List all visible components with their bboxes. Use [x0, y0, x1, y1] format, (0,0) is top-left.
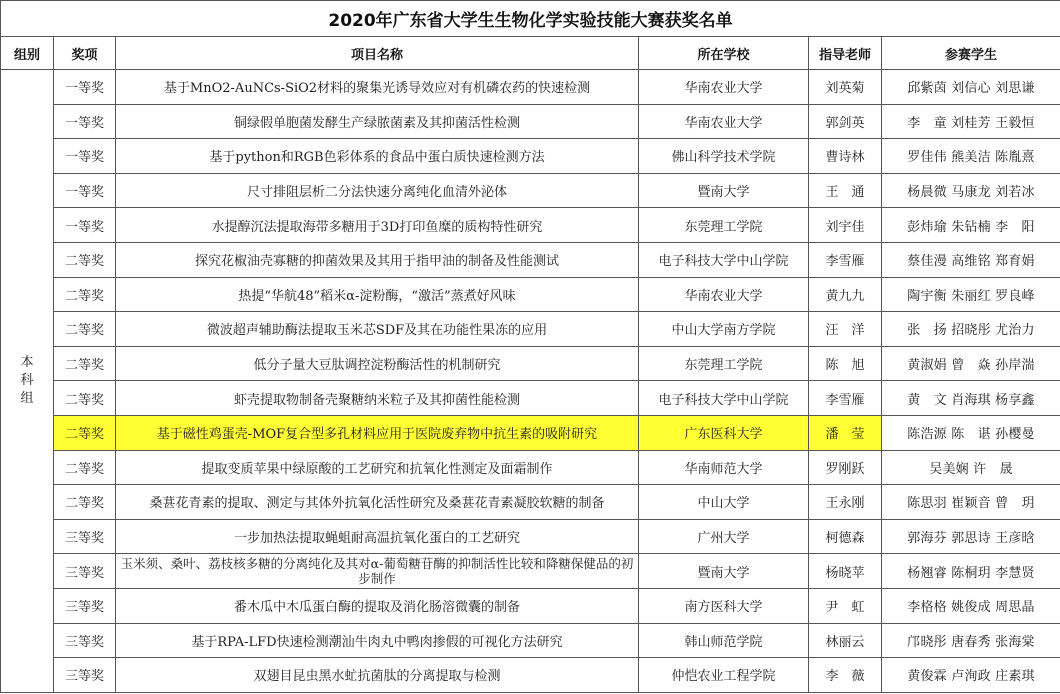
table-row	[1, 173, 1060, 208]
header-group: 组别	[1, 37, 54, 70]
teacher-cell: 刘英菊	[809, 70, 882, 105]
project-cell: 桑葚花青素的提取、测定与其体外抗氧化活性研究及桑葚花青素凝胶软糖的制备	[116, 485, 639, 520]
students-cell: 李 童 刘桂芳 王毅恒	[882, 104, 1060, 139]
project-cell: 探究花椒油壳寡糖的抑菌效果及其用于指甲油的制备及性能测试	[116, 242, 639, 277]
table-row	[1, 519, 1060, 554]
project-cell: 双翅目昆虫黑水虻抗菌肽的分离提取与检测	[116, 658, 639, 693]
students-cell: 陶宇衡 朱丽红 罗良峰	[882, 277, 1060, 312]
students-cell: 邱紫茵 刘信心 刘思谦	[882, 70, 1060, 105]
award-cell: 一等奖	[54, 208, 116, 243]
award-cell: 一等奖	[54, 70, 116, 105]
school-cell: 华南农业大学	[639, 104, 809, 139]
header-project: 项目名称	[116, 37, 639, 70]
project-cell: 番木瓜中木瓜蛋白酶的提取及消化肠溶微囊的制备	[116, 588, 639, 623]
award-cell: 二等奖	[54, 381, 116, 416]
project-cell: 玉米须、桑叶、荔枝核多糖的分离纯化及其对α-葡萄糖苷酶的抑制活性比较和降糖保健品的初步制作	[116, 554, 639, 589]
award-cell: 二等奖	[54, 415, 116, 450]
school-cell: 广东医科大学	[639, 415, 809, 450]
teacher-cell: 郭剑英	[809, 104, 882, 139]
header-teacher: 指导老师	[809, 37, 882, 70]
table-title: 2020年广东省大学生生物化学实验技能大赛获奖名单	[1, 1, 1060, 37]
table-row	[1, 485, 1060, 520]
award-cell: 二等奖	[54, 312, 116, 347]
teacher-cell: 曹诗林	[809, 139, 882, 174]
table-row	[1, 623, 1060, 658]
school-cell: 仲恺农业工程学院	[639, 658, 809, 693]
teacher-cell: 王 通	[809, 173, 882, 208]
teacher-cell: 陈 旭	[809, 346, 882, 381]
project-cell: 基于磁性鸡蛋壳-MOF复合型多孔材料应用于医院废弃物中抗生素的吸附研究	[116, 415, 639, 450]
students-cell: 吴美娴 许 晟	[882, 450, 1060, 485]
students-cell: 郭海芬 郭思诗 王彦晗	[882, 519, 1060, 554]
table-row	[1, 346, 1060, 381]
award-cell: 二等奖	[54, 346, 116, 381]
school-cell: 韩山师范学院	[639, 623, 809, 658]
award-cell: 三等奖	[54, 623, 116, 658]
award-cell: 一等奖	[54, 104, 116, 139]
award-cell: 一等奖	[54, 139, 116, 174]
teacher-cell: 李雪雁	[809, 381, 882, 416]
teacher-cell: 尹 虹	[809, 588, 882, 623]
students-cell: 黄淑娟 曾 焱 孙岸湍	[882, 346, 1060, 381]
school-cell: 中山大学	[639, 485, 809, 520]
project-cell: 提取变质苹果中绿原酸的工艺研究和抗氧化性测定及面霜制作	[116, 450, 639, 485]
students-cell: 杨翘睿 陈桐玥 李慧贤	[882, 554, 1060, 589]
students-cell: 黄俊霖 卢洵政 庄素琪	[882, 658, 1060, 693]
school-cell: 佛山科学技术学院	[639, 139, 809, 174]
header-students: 参赛学生	[882, 37, 1060, 70]
teacher-cell: 王永刚	[809, 485, 882, 520]
table-row	[1, 70, 1060, 105]
school-cell: 东莞理工学院	[639, 208, 809, 243]
project-cell: 热提“华航48”稻米α-淀粉酶，“激活”蒸煮好风味	[116, 277, 639, 312]
teacher-cell: 李 薇	[809, 658, 882, 693]
table-row	[1, 381, 1060, 416]
award-cell: 三等奖	[54, 588, 116, 623]
award-cell: 一等奖	[54, 173, 116, 208]
project-cell: 基于RPA-LFD快速检测潮汕牛肉丸中鸭肉掺假的可视化方法研究	[116, 623, 639, 658]
table-body	[1, 70, 1060, 693]
teacher-cell: 李雪雁	[809, 242, 882, 277]
students-cell: 邝晓彤 唐春秀 张海棠	[882, 623, 1060, 658]
table-row	[1, 208, 1060, 243]
project-cell: 水提醇沉法提取海带多糖用于3D打印鱼糜的质构特性研究	[116, 208, 639, 243]
project-cell: 微波超声辅助酶法提取玉米芯SDF及其在功能性果冻的应用	[116, 312, 639, 347]
school-cell: 东莞理工学院	[639, 346, 809, 381]
school-cell: 暨南大学	[639, 554, 809, 589]
school-cell: 中山大学南方学院	[639, 312, 809, 347]
students-cell: 杨晨微 马康龙 刘若冰	[882, 173, 1060, 208]
teacher-cell: 刘宇佳	[809, 208, 882, 243]
school-cell: 南方医科大学	[639, 588, 809, 623]
table-row	[1, 554, 1060, 589]
award-cell: 二等奖	[54, 242, 116, 277]
table-row	[1, 312, 1060, 347]
project-cell: 虾壳提取物制备壳聚糖纳米粒子及其抑菌性能检测	[116, 381, 639, 416]
students-cell: 黄 文 肖海琪 杨享鑫	[882, 381, 1060, 416]
teacher-cell: 罗刚跃	[809, 450, 882, 485]
table-row	[1, 277, 1060, 312]
award-cell: 三等奖	[54, 519, 116, 554]
students-cell: 陈思羽 崔颖音 曾 玥	[882, 485, 1060, 520]
project-cell: 低分子量大豆肽调控淀粉酶活性的机制研究	[116, 346, 639, 381]
students-cell: 蔡佳漫 高维铭 郑育娟	[882, 242, 1060, 277]
teacher-cell: 汪 洋	[809, 312, 882, 347]
table-row	[1, 415, 1060, 450]
table-row	[1, 658, 1060, 693]
project-cell: 尺寸排阻层析二分法快速分离纯化血清外泌体	[116, 173, 639, 208]
project-cell: 基于MnO2-AuNCs-SiO2材料的聚集光诱导效应对有机磷农药的快速检测	[116, 70, 639, 105]
school-cell: 华南农业大学	[639, 277, 809, 312]
header-school: 所在学校	[639, 37, 809, 70]
teacher-cell: 杨晓苹	[809, 554, 882, 589]
table-row	[1, 139, 1060, 174]
award-cell: 二等奖	[54, 450, 116, 485]
teacher-cell: 黄九九	[809, 277, 882, 312]
school-cell: 暨南大学	[639, 173, 809, 208]
teacher-cell: 潘 莹	[809, 415, 882, 450]
teacher-cell: 柯德森	[809, 519, 882, 554]
school-cell: 广州大学	[639, 519, 809, 554]
table-row	[1, 588, 1060, 623]
school-cell: 电子科技大学中山学院	[639, 242, 809, 277]
school-cell: 华南师范大学	[639, 450, 809, 485]
students-cell: 罗佳伟 熊美洁 陈胤熹	[882, 139, 1060, 174]
award-cell: 三等奖	[54, 554, 116, 589]
group-cell: 本 科 组	[1, 70, 54, 693]
award-cell: 三等奖	[54, 658, 116, 693]
header-award: 奖项	[54, 37, 116, 70]
school-cell: 电子科技大学中山学院	[639, 381, 809, 416]
table-row	[1, 104, 1060, 139]
students-cell: 张 扬 招晓彤 尤治力	[882, 312, 1060, 347]
award-cell: 二等奖	[54, 277, 116, 312]
table-row	[1, 242, 1060, 277]
project-cell: 一步加热法提取蝇蛆耐高温抗氧化蛋白的工艺研究	[116, 519, 639, 554]
table-row	[1, 450, 1060, 485]
teacher-cell: 林丽云	[809, 623, 882, 658]
award-cell: 二等奖	[54, 485, 116, 520]
students-cell: 彭炜瑜 朱钻楠 李 阳	[882, 208, 1060, 243]
project-cell: 基于python和RGB色彩体系的食品中蛋白质快速检测方法	[116, 139, 639, 174]
students-cell: 李格格 姚俊成 周思晶	[882, 588, 1060, 623]
project-cell: 铜绿假单胞菌发酵生产绿脓菌素及其抑菌活性检测	[116, 104, 639, 139]
students-cell: 陈浩源 陈 谌 孙樱曼	[882, 415, 1060, 450]
school-cell: 华南农业大学	[639, 70, 809, 105]
